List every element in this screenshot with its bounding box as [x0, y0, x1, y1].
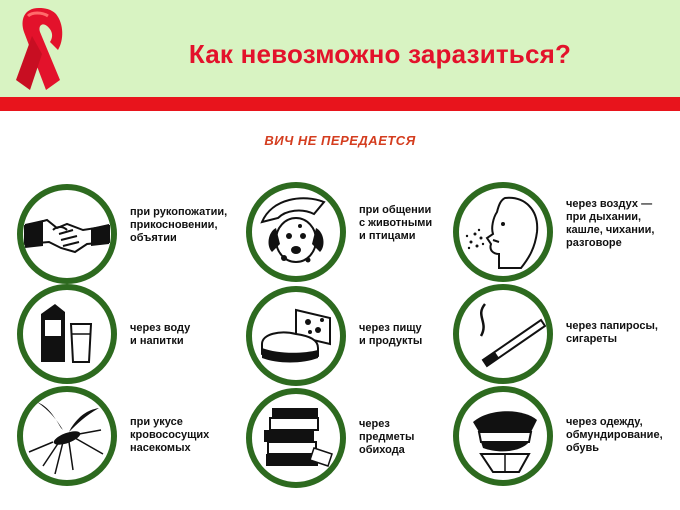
list-item [246, 388, 471, 488]
header-red-bar [0, 97, 680, 111]
page-title: Как невозможно заразиться? [188, 39, 572, 69]
cap-icon [459, 392, 547, 480]
cigarette-icon [459, 290, 547, 378]
list-item [246, 182, 471, 282]
list-item [17, 184, 242, 284]
icon-circle [453, 284, 553, 384]
dog-icon [252, 188, 340, 276]
books-icon [252, 394, 340, 482]
cough-icon [459, 188, 547, 276]
item-caption: через предметы обихода [359, 418, 415, 456]
drink-icon [23, 290, 111, 378]
item-caption: при укусе кровососущих насекомых [130, 416, 210, 454]
item-caption: через папиросы, сигареты [566, 320, 658, 345]
list-item [17, 284, 242, 384]
aids-ribbon-icon [2, 2, 76, 94]
list-item [453, 386, 678, 486]
list-item [453, 284, 678, 384]
icon-circle [453, 386, 553, 486]
list-item [453, 182, 678, 282]
icon-circle [453, 182, 553, 282]
item-caption: через воду и напитки [130, 322, 191, 347]
item-caption: через воздух — при дыхании, кашле, чихании, разговоре [566, 198, 655, 249]
item-caption: при общении с животными и птицами [359, 204, 433, 242]
item-caption: при рукопожатии, прикосновении, объятии [130, 206, 228, 244]
icon-circle [17, 184, 117, 284]
mosquito-icon [23, 392, 111, 480]
icon-circle [246, 286, 346, 386]
icon-circle [246, 388, 346, 488]
section-subtitle: ВИЧ НЕ ПЕРЕДАЕТСЯ [264, 133, 416, 148]
item-caption: через одежду, обмундирование, обувь [566, 416, 663, 454]
icon-circle [17, 284, 117, 384]
icon-circle [246, 182, 346, 282]
header-band [0, 0, 680, 97]
list-item [17, 386, 242, 486]
food-icon [252, 292, 340, 380]
list-item [246, 286, 471, 386]
icon-circle [17, 386, 117, 486]
handshake-icon [23, 190, 111, 278]
item-caption: через пищу и продукты [359, 322, 423, 347]
